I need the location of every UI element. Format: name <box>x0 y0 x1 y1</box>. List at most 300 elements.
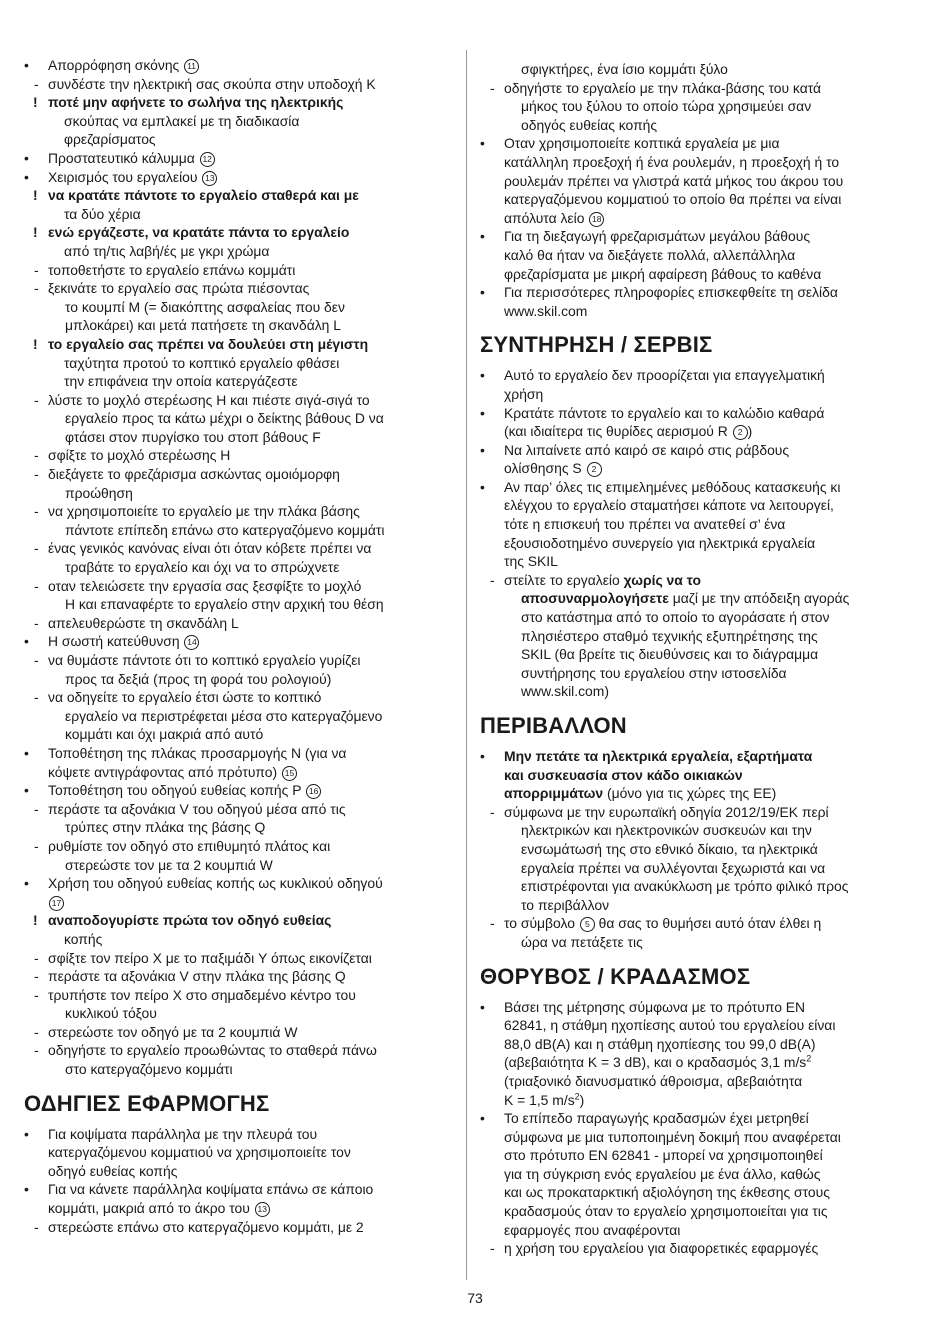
dash-marker: - <box>34 1218 39 1235</box>
text-line <box>24 763 452 782</box>
text-line <box>480 896 920 915</box>
figure-reference-badge: 12 <box>200 152 215 167</box>
line-text <box>48 688 452 707</box>
indent <box>24 558 65 577</box>
text-line <box>24 781 452 800</box>
text-line <box>480 441 920 460</box>
line-text <box>64 205 452 224</box>
text-line <box>480 246 920 265</box>
dash-marker: - <box>34 466 39 483</box>
text-run: ενώ εργάζεστε, να κρατάτε πάντα το εργαλείο <box>48 224 350 241</box>
text-run: κατεργαζόμενου κομματιού το οποίο θα πρέπει να είναι <box>504 191 842 208</box>
text-run: προώθηση <box>65 484 133 501</box>
bullet-marker: • <box>480 998 485 1015</box>
indent <box>24 409 65 428</box>
bold-text: αποσυναρμολογήσετε <box>521 590 669 607</box>
text-line <box>24 1218 452 1237</box>
line-text <box>65 298 452 317</box>
text-line <box>24 372 452 391</box>
dash-marker: - <box>34 614 39 631</box>
text-run: θα σας το θυμήσει αυτό όταν έλθει η <box>594 915 822 932</box>
text-line <box>24 725 452 744</box>
line-text <box>65 595 452 614</box>
text-line <box>480 933 920 952</box>
text-run: Χειρισμός του εργαλείου <box>48 168 202 185</box>
text-run: την επιφάνεια την οποία κατεργάζεστε <box>64 373 298 390</box>
dash-marker: - <box>34 837 39 854</box>
indent <box>480 246 504 265</box>
text-line <box>480 747 920 766</box>
line-text <box>65 558 452 577</box>
indent <box>480 534 504 553</box>
dash-marker: - <box>490 79 495 96</box>
line-text <box>504 227 920 246</box>
text-line <box>480 1202 920 1221</box>
text-run: ώρα να πετάξετε τις <box>521 933 643 950</box>
text-line <box>24 1060 452 1079</box>
dash-marker: - <box>34 540 39 557</box>
line-text <box>504 784 920 803</box>
bullet-marker: • <box>24 1125 29 1142</box>
text-run: Τοποθέτηση της πλάκας προσαρμογής N (για να <box>48 744 347 761</box>
indent <box>24 1143 48 1162</box>
text-line <box>24 279 452 298</box>
text-line <box>480 116 920 135</box>
line-text <box>65 409 452 428</box>
line-text <box>504 190 920 209</box>
indent <box>480 1165 504 1184</box>
line-text <box>521 608 920 627</box>
indent <box>24 112 64 131</box>
indent <box>480 896 521 915</box>
text-run: κατάλληλη προεξοχή ή ένα ρουλεμάν, η προεξοχή ή το <box>504 153 840 170</box>
line-text <box>504 422 920 441</box>
text-line <box>480 859 920 878</box>
text-run: Κρατάτε πάντοτε το εργαλείο και το καλώδιο καθαρά <box>504 404 825 421</box>
text-run: Για κοψίματα παράλληλα με την πλευρά του <box>48 1125 318 1142</box>
warn-marker: ! <box>33 94 38 111</box>
page-number: 73 <box>467 1290 483 1306</box>
text-run: στείλτε το εργαλείο <box>504 571 624 588</box>
line-text <box>48 465 452 484</box>
line-text <box>64 242 452 261</box>
text-line <box>480 190 920 209</box>
line-text <box>48 651 452 670</box>
text-line <box>480 1053 920 1072</box>
text-line <box>480 664 920 683</box>
line-text <box>48 1199 452 1218</box>
indent <box>24 484 65 503</box>
text-run: οδηγό ευθείας κοπής <box>48 1162 178 1179</box>
line-text <box>504 1165 920 1184</box>
dash-marker: - <box>34 391 39 408</box>
line-text <box>504 803 920 822</box>
text-run: και ως προκαταρκτική αξιολόγηση της έκθεσης στους <box>504 1184 830 1201</box>
bullet-marker: • <box>24 744 29 761</box>
line-text <box>64 372 452 391</box>
text-line <box>24 651 452 670</box>
text-run: στο πρότυπο EN 62841 - μπορεί να χρησιμοποιηθεί <box>504 1147 823 1164</box>
text-line <box>480 1128 920 1147</box>
text-line <box>480 496 920 515</box>
indent <box>24 818 65 837</box>
line-text <box>504 1128 920 1147</box>
column-divider <box>466 50 467 1280</box>
indent <box>24 763 48 782</box>
line-text <box>521 627 920 646</box>
text-line <box>480 1239 920 1258</box>
text-line <box>480 153 920 172</box>
right-column <box>480 60 920 1258</box>
dash-marker: - <box>34 503 39 520</box>
line-text <box>521 589 920 608</box>
text-run: Βάσει της μέτρησης σύμφωνα με το πρότυπο EN <box>504 998 806 1015</box>
bullet-marker: • <box>480 748 485 764</box>
superscript: 2 <box>574 1090 580 1101</box>
text-run: Αν παρ’ όλες τις επιμελημένες μεθόδους κατασκευής κι <box>504 478 841 495</box>
line-text <box>65 818 452 837</box>
text-run: κόψετε αντιγράφοντας από πρότυπο) <box>48 763 282 780</box>
line-text <box>64 112 452 131</box>
line-text <box>504 283 920 302</box>
indent <box>480 265 504 284</box>
indent <box>480 116 521 135</box>
text-run: Το επίπεδο παραγωγής κραδασμών έχει μετρηθεί <box>504 1110 809 1127</box>
text-line <box>24 744 452 763</box>
text-line <box>24 521 452 540</box>
text-run: το εργαλείο σας πρέπει να δουλεύει στη μέγιστη <box>48 335 369 352</box>
indent <box>480 172 504 191</box>
indent <box>480 589 521 608</box>
text-run: SKIL (θα βρείτε τις διευθύνσεις και το διάγραμμα <box>521 646 819 663</box>
text-run: ολίσθησης S <box>504 460 586 477</box>
indent <box>480 645 521 664</box>
text-run: εργαλείο προς τα κάτω μέχρι ο δείκτης βάθους D να <box>65 410 384 427</box>
warn-marker: ! <box>33 335 38 352</box>
line-text <box>48 75 452 94</box>
dash-marker: - <box>490 803 495 820</box>
text-line <box>24 911 452 930</box>
text-run: το κουμπί M (= διακόπτης ασφαλείας που δεν <box>65 298 345 315</box>
line-text <box>521 840 920 859</box>
text-run: H και επαναφέρτε το εργαλείο στην αρχική του θέση <box>65 596 384 613</box>
indent <box>480 933 521 952</box>
text-run: τρυπήστε τον πείρο X στο σημαδεμένο κέντρο του <box>48 986 356 1003</box>
line-text <box>48 986 452 1005</box>
text-run: σφίξτε τον πείρο X με το παξιμάδι Y όπως εικονίζεται <box>48 949 372 966</box>
dash-marker: - <box>490 915 495 932</box>
indent <box>480 552 504 571</box>
line-text <box>521 60 920 79</box>
indent <box>24 354 64 373</box>
line-text <box>504 302 920 321</box>
text-run: πλησιέστερο σταθμό τεχνικής εξυπηρέτησης της <box>521 627 818 644</box>
text-line <box>24 595 452 614</box>
line-text <box>504 134 920 153</box>
text-run: εξουσιοδοτημένο συνεργείο για ηλεκτρικά εργαλεία <box>504 534 816 551</box>
text-line <box>24 707 452 726</box>
section-heading <box>24 1091 452 1117</box>
text-line <box>480 1165 920 1184</box>
text-run: Να λιπαίνετε από καιρό σε καιρό στις ράβδους <box>504 441 790 458</box>
text-line <box>24 1180 452 1199</box>
indent <box>480 1221 504 1240</box>
indent <box>24 521 65 540</box>
text-run: Για περισσότερες πληροφορίες επισκεφθείτε τη σελίδα <box>504 284 838 301</box>
text-line <box>480 265 920 284</box>
text-line <box>480 589 920 608</box>
text-line <box>24 949 452 968</box>
text-run: για τη σύγκριση ενός εργαλείου με ένα άλλο, καθώς <box>504 1165 821 1182</box>
text-line <box>24 558 452 577</box>
line-text <box>504 385 920 404</box>
figure-reference-badge: 13 <box>255 1202 270 1217</box>
text-line <box>480 172 920 191</box>
text-line <box>480 766 920 785</box>
text-line <box>480 1183 920 1202</box>
text-run: απόλυτα λείο <box>504 209 589 226</box>
text-run: Για να κάνετε παράλληλα κοψίματα επάνω σε κάποιο <box>48 1181 374 1198</box>
section-heading <box>480 964 920 990</box>
line-text <box>48 577 452 596</box>
text-line <box>480 534 920 553</box>
text-line <box>24 688 452 707</box>
text-line <box>24 818 452 837</box>
text-run: Τοποθέτηση του οδηγού ευθείας κοπής P <box>48 782 306 799</box>
dash-marker: - <box>34 577 39 594</box>
text-run: 62841, η στάθμη ηχοπίεσης αυτού του εργαλείου είναι <box>504 1017 836 1034</box>
bullet-marker: • <box>24 633 29 650</box>
indent <box>480 1053 504 1072</box>
text-line <box>24 577 452 596</box>
line-text <box>504 246 920 265</box>
line-text <box>521 877 920 896</box>
text-run: αναποδογυρίστε πρώτα τον οδηγό ευθείας <box>48 912 332 929</box>
dash-marker: - <box>34 652 39 668</box>
text-line <box>24 986 452 1005</box>
text-line <box>24 1143 452 1162</box>
text-line <box>480 209 920 228</box>
text-line <box>24 223 452 242</box>
text-line <box>480 60 920 79</box>
text-run: www.skil.com <box>504 302 588 319</box>
line-text <box>504 1053 920 1072</box>
figure-reference-badge: 11 <box>184 59 199 74</box>
line-text <box>521 682 920 701</box>
indent <box>24 930 64 949</box>
text-run: εργαλείο να περιστρέφεται μέσα στο κατεργαζόμενο <box>65 707 383 724</box>
heading-text: ΣΥΝΤΗΡΗΣΗ / ΣΕΡΒΙΣ <box>480 332 713 358</box>
text-line <box>24 130 452 149</box>
text-line <box>480 914 920 933</box>
line-text <box>48 335 452 354</box>
line-text <box>65 707 452 726</box>
text-line <box>24 298 452 317</box>
bullet-marker: • <box>24 1181 29 1198</box>
warn-marker: ! <box>33 224 38 241</box>
text-run: χρήση <box>504 385 544 402</box>
line-text <box>504 1016 920 1035</box>
indent <box>480 682 521 701</box>
text-run: τρύπες στην πλάκα της βάσης Q <box>65 819 266 836</box>
heading-text: ΘΟΡΥΒΟΣ / ΚΡΑΔΑΣΜΟΣ <box>480 963 751 989</box>
indent <box>480 1202 504 1221</box>
text-run: ταχύτητα προτού το κοπτικό εργαλείο φθάσει <box>64 354 340 371</box>
text-line <box>24 1199 452 1218</box>
text-line <box>480 134 920 153</box>
text-line <box>24 149 452 168</box>
text-run: περάστε τα αξονάκια V στην πλάκα της βάσης Q <box>48 968 346 985</box>
text-line <box>480 385 920 404</box>
text-run: Προστατευτικό κάλυμμα <box>48 149 199 166</box>
line-text <box>504 1146 920 1165</box>
figure-reference-badge: 2 <box>587 462 602 477</box>
bullet-marker: • <box>480 228 485 245</box>
indent <box>24 1004 65 1023</box>
section-heading <box>480 332 920 358</box>
text-line <box>24 1125 452 1144</box>
text-run: να θυμάστε πάντοτε ότι το κοπτικό εργαλείο γυρίζει <box>48 652 361 668</box>
text-line <box>24 112 452 131</box>
indent <box>480 766 504 785</box>
text-run: ελέγχου το εργαλείο σταματήσει κάποτε να λειτουργεί, <box>504 497 834 514</box>
line-text <box>504 366 920 385</box>
text-line <box>480 784 920 803</box>
dash-marker: - <box>34 447 39 464</box>
text-run: να χρησιμοποιείτε το εργαλείο με την πλάκα βάσης <box>48 503 360 520</box>
indent <box>24 316 65 335</box>
text-line <box>24 316 452 335</box>
line-text <box>48 614 452 633</box>
text-line <box>24 409 452 428</box>
indent <box>24 856 65 875</box>
text-line <box>24 1162 452 1181</box>
text-run: επιστρέφονται για ανακύκλωση με τρόπο φιλικό προς <box>521 878 849 895</box>
text-run: Για τη διεξαγωγή φρεζαρισμάτων μεγάλου βάθους <box>504 228 811 245</box>
text-run: το σύμβολο <box>504 915 579 932</box>
line-text <box>521 896 920 915</box>
text-run: τραβάτε το εργαλείο και όχι να το σπρώχνετε <box>65 559 340 576</box>
text-line <box>24 465 452 484</box>
bold-text: χωρίς να το <box>623 571 701 588</box>
dash-marker: - <box>34 800 39 817</box>
line-text <box>504 496 920 515</box>
indent <box>480 877 521 896</box>
text-run: προς τα δεξιά (προς τη φορά του ρολογιού) <box>65 670 332 687</box>
indent <box>480 385 504 404</box>
bullet-marker: • <box>24 57 29 73</box>
line-text <box>65 725 452 744</box>
indent <box>480 608 521 627</box>
line-text <box>48 1162 452 1181</box>
text-line <box>480 608 920 627</box>
dash-marker: - <box>34 261 39 278</box>
text-line <box>480 1016 920 1035</box>
text-run: Οταν χρησιμοποιείτε κοπτικά εργαλεία με μια <box>504 135 780 152</box>
dash-marker: - <box>34 1042 39 1059</box>
text-run: από τη/τις λαβή/ές με γκρι χρώμα <box>64 242 270 259</box>
bullet-marker: • <box>480 367 485 384</box>
line-text <box>504 766 920 785</box>
figure-reference-badge: 16 <box>306 784 321 799</box>
text-run: ) <box>579 1091 585 1108</box>
line-text <box>504 1221 920 1240</box>
line-text <box>48 874 452 893</box>
dash-marker: - <box>490 1240 495 1257</box>
text-line <box>480 552 920 571</box>
line-text <box>64 930 452 949</box>
figure-reference-badge: 5 <box>580 917 595 932</box>
line-text <box>48 800 452 819</box>
line-text <box>65 428 452 447</box>
text-run: σύμφωνα με την ευρωπαϊκή οδηγία 2012/19/ΕΚ περί <box>504 803 829 820</box>
text-run: απελευθερώστε τη σκανδάλη L <box>48 614 239 631</box>
indent <box>24 595 65 614</box>
line-text <box>65 856 452 875</box>
line-text <box>504 1091 920 1110</box>
line-text <box>504 459 920 478</box>
line-text <box>48 893 452 912</box>
line-text <box>48 279 452 298</box>
line-text <box>504 209 920 228</box>
text-line <box>24 354 452 373</box>
text-run: ρυθμίστε τον οδηγό στο επιθυμητό πλάτος και <box>48 837 331 854</box>
line-text <box>504 1202 920 1221</box>
line-text <box>504 404 920 423</box>
text-line <box>480 283 920 302</box>
indent <box>24 428 65 447</box>
text-line <box>24 967 452 986</box>
text-run: ) <box>747 423 753 440</box>
warn-marker: ! <box>33 187 38 204</box>
line-text <box>48 223 452 242</box>
indent <box>24 1162 48 1181</box>
line-text <box>48 1125 452 1144</box>
line-text <box>65 316 452 335</box>
text-line <box>24 893 452 912</box>
figure-reference-badge: 2 <box>733 425 748 440</box>
dash-marker: - <box>34 689 39 706</box>
indent <box>480 209 504 228</box>
text-line <box>24 670 452 689</box>
text-line <box>480 877 920 896</box>
text-line <box>480 627 920 646</box>
text-line <box>480 1146 920 1165</box>
text-line <box>480 302 920 321</box>
text-run: τότε η επισκευή του πρέπει να ανατεθεί σ’ ένα <box>504 516 786 533</box>
indent <box>480 821 521 840</box>
text-line <box>480 422 920 441</box>
line-text <box>48 967 452 986</box>
indent <box>480 459 504 478</box>
text-run: στερεώστε τον με τα 2 κουμπιά W <box>65 856 273 873</box>
bullet-marker: • <box>480 404 485 421</box>
text-line <box>480 840 920 859</box>
line-text <box>64 354 452 373</box>
text-run: κομμάτι και όχι μακριά από αυτό <box>65 726 264 743</box>
text-line <box>480 803 920 822</box>
text-line <box>24 168 452 187</box>
text-line <box>480 1221 920 1240</box>
text-run: να οδηγείτε το εργαλείο έτσι ώστε το κοπτικό <box>48 689 322 706</box>
text-run: σκούπας να εμπλακεί με τη διαδικασία <box>64 112 300 129</box>
line-text <box>504 998 920 1017</box>
bullet-marker: • <box>480 284 485 301</box>
line-text <box>48 168 452 187</box>
text-run: εργαλεία πρέπει να συλλέγονται ξεχωριστά και να <box>521 859 826 876</box>
line-text <box>64 130 452 149</box>
dash-marker: - <box>34 75 39 92</box>
